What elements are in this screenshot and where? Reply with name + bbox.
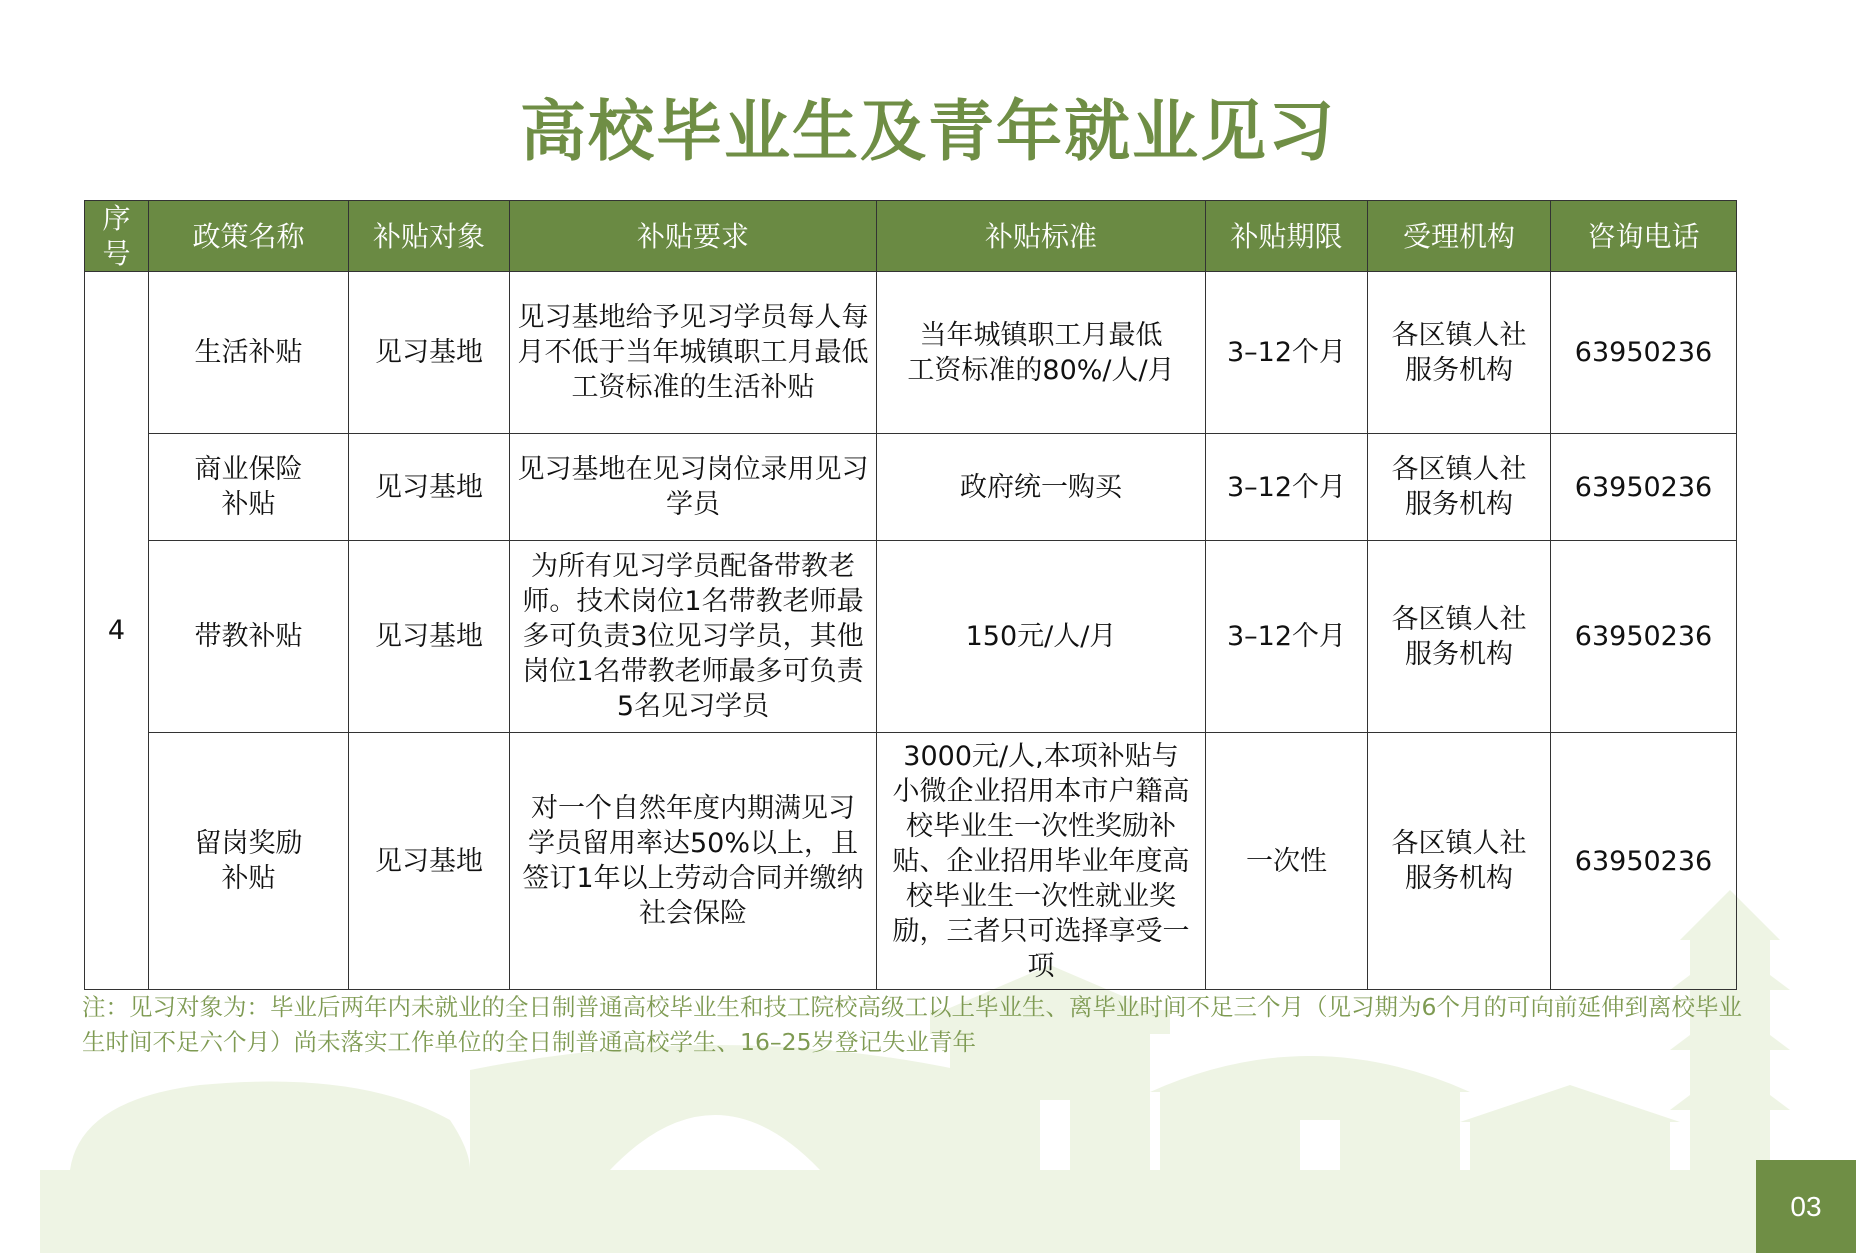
- policy-table: [84, 200, 1737, 990]
- standard-cell: 政府统一购买: [877, 434, 1206, 541]
- table-row: [85, 541, 1737, 733]
- header-subsidy-requirement: 补贴要求: [510, 201, 877, 272]
- table-header-row: [85, 201, 1737, 272]
- standard-cell: 3000元/人,本项补贴与小微企业招用本市户籍高校毕业生一次性奖励补贴、企业招用毕业年度高校毕业生一次性就业奖励，三者只可选择享受一项: [877, 733, 1206, 990]
- seq-cell: 4: [85, 272, 149, 990]
- requirement-cell: 见习基地在见习岗位录用见习学员: [510, 434, 877, 541]
- header-phone: 咨询电话: [1551, 201, 1737, 272]
- table-row: [85, 272, 1737, 434]
- period-cell: 3–12个月: [1206, 541, 1368, 733]
- requirement-cell: 对一个自然年度内期满见习学员留用率达50%以上，且签订1年以上劳动合同并缴纳社会保险: [510, 733, 877, 990]
- target-cell: 见习基地: [349, 541, 510, 733]
- policy-name-cell: 生活补贴: [149, 272, 349, 434]
- header-subsidy-target: 补贴对象: [349, 201, 510, 272]
- header-agency: 受理机构: [1368, 201, 1551, 272]
- policy-name-cell: 留岗奖励补贴: [149, 733, 349, 990]
- agency-cell: 各区镇人社服务机构: [1368, 733, 1551, 990]
- standard-cell: 当年城镇职工月最低工资标准的80%/人/月: [877, 272, 1206, 434]
- agency-cell: 各区镇人社服务机构: [1368, 272, 1551, 434]
- period-cell: 一次性: [1206, 733, 1368, 990]
- header-subsidy-period: 补贴期限: [1206, 201, 1368, 272]
- phone-cell: 63950236: [1551, 434, 1737, 541]
- header-subsidy-standard: 补贴标准: [877, 201, 1206, 272]
- phone-cell: 63950236: [1551, 733, 1737, 990]
- requirement-cell: 为所有见习学员配备带教老师。技术岗位1名带教老师最多可负责3位见习学员，其他岗位1名带教老师最多可负责5名见习学员: [510, 541, 877, 733]
- target-cell: 见习基地: [349, 434, 510, 541]
- phone-cell: 63950236: [1551, 541, 1737, 733]
- page-number: 03: [1756, 1160, 1856, 1253]
- phone-cell: 63950236: [1551, 272, 1737, 434]
- period-cell: 3–12个月: [1206, 434, 1368, 541]
- target-cell: 见习基地: [349, 272, 510, 434]
- target-cell: 见习基地: [349, 733, 510, 990]
- agency-cell: 各区镇人社服务机构: [1368, 434, 1551, 541]
- policy-name-cell: 商业保险补贴: [149, 434, 349, 541]
- footnote: 注：见习对象为：毕业后两年内未就业的全日制普通高校毕业生和技工院校高级工以上毕业生、离毕业时间不足三个月（见习期为6个月的可向前延伸到离校毕业生时间不足六个月）尚未落实工作单位的全日制普通高校学生、16–25岁登记失业青年: [82, 993, 1742, 1056]
- table-row: [85, 434, 1737, 541]
- header-seq: 序号: [85, 201, 149, 272]
- agency-cell: 各区镇人社服务机构: [1368, 541, 1551, 733]
- period-cell: 3–12个月: [1206, 272, 1368, 434]
- policy-name-cell: 带教补贴: [149, 541, 349, 733]
- page-title: 高校毕业生及青年就业见习: [520, 92, 1336, 170]
- header-policy-name: 政策名称: [149, 201, 349, 272]
- requirement-cell: 见习基地给予见习学员每人每月不低于当年城镇职工月最低工资标准的生活补贴: [510, 272, 877, 434]
- standard-cell: 150元/人/月: [877, 541, 1206, 733]
- table-row: [85, 733, 1737, 990]
